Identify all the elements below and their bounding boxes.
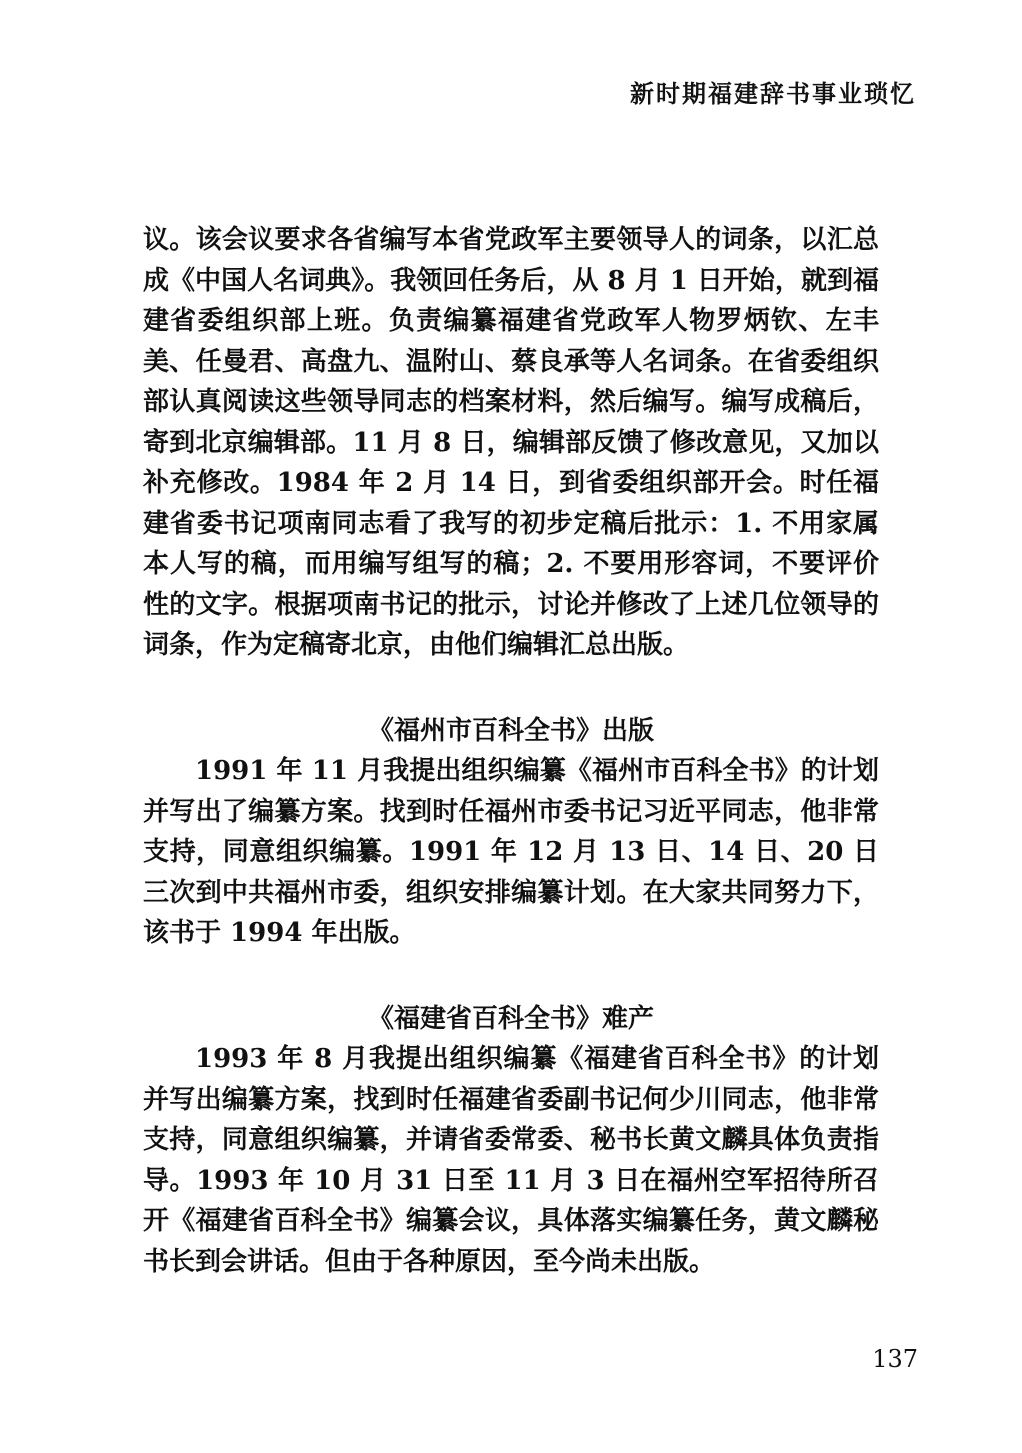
section-title-fuzhou-encyclopedia: 《福州市百科全书》出版 [367,715,654,746]
running-header: 新时期福建辞书事业琐忆 [630,79,916,108]
section-paragraph-fuzhou-encyclopedia: 1991 年 11 月我提出组织编纂《福州市百科全书》的计划并写出了编纂方案。找到时任福州市委书记习近平同志，他非常支持，同意组织编纂。1991 年 12 月 13 日、14 日、20 日三次到中共福州市委，组织安排编纂计划。在大家共同努力下，该书于 1994 年出版。 [143,756,879,948]
section-spacer [143,954,879,999]
section-spacer [143,666,879,711]
page-number: 137 [872,1345,918,1373]
section-title-fujian-encyclopedia: 《福建省百科全书》难产 [367,1003,654,1034]
body-paragraph-continued: 议。该会议要求各省编写本省党政军主要领导人的词条，以汇总成《中国人名词典》。我领回任务后，从 8 月 1 日开始，就到福建省委组织部上班。负责编纂福建省党政军人物罗炳钦、左丰美、任曼君、高盘九、温附山、蔡良承等人名词条。在省委组织部认真阅读这些领导同志的档案材料，然后编写。编写成稿后，寄到北京编辑部。11 月 8 日，编辑部反馈了修改意见，又加以补充修改。1984 年 2 月 14 日，到省委组织部开会。时任福建省委书记项南同志看了我写的初步定稿后批示：1. 不用家属本人写的稿，而用编写组写的稿；2. 不要用形容词，不要评价性的文字。根据项南书记的批示，讨论并修改了上述几位领导的词条，作为定稿寄北京，由他们编辑汇总出版。 [143,225,879,660]
page-content [143,220,879,1282]
section-paragraph-fujian-encyclopedia: 1993 年 8 月我提出组织编纂《福建省百科全书》的计划并写出编纂方案，找到时任福建省委副书记何少川同志，他非常支持，同意组织编纂，并请省委常委、秘书长黄文麟具体负责指导。1993 年 10 月 31 日至 11 月 3 日在福州空军招待所召开《福建省百科全书》编纂会议，具体落实编纂任务，黄文麟秘书长到会讲话。但由于各种原因，至今尚未出版。 [143,1044,879,1277]
